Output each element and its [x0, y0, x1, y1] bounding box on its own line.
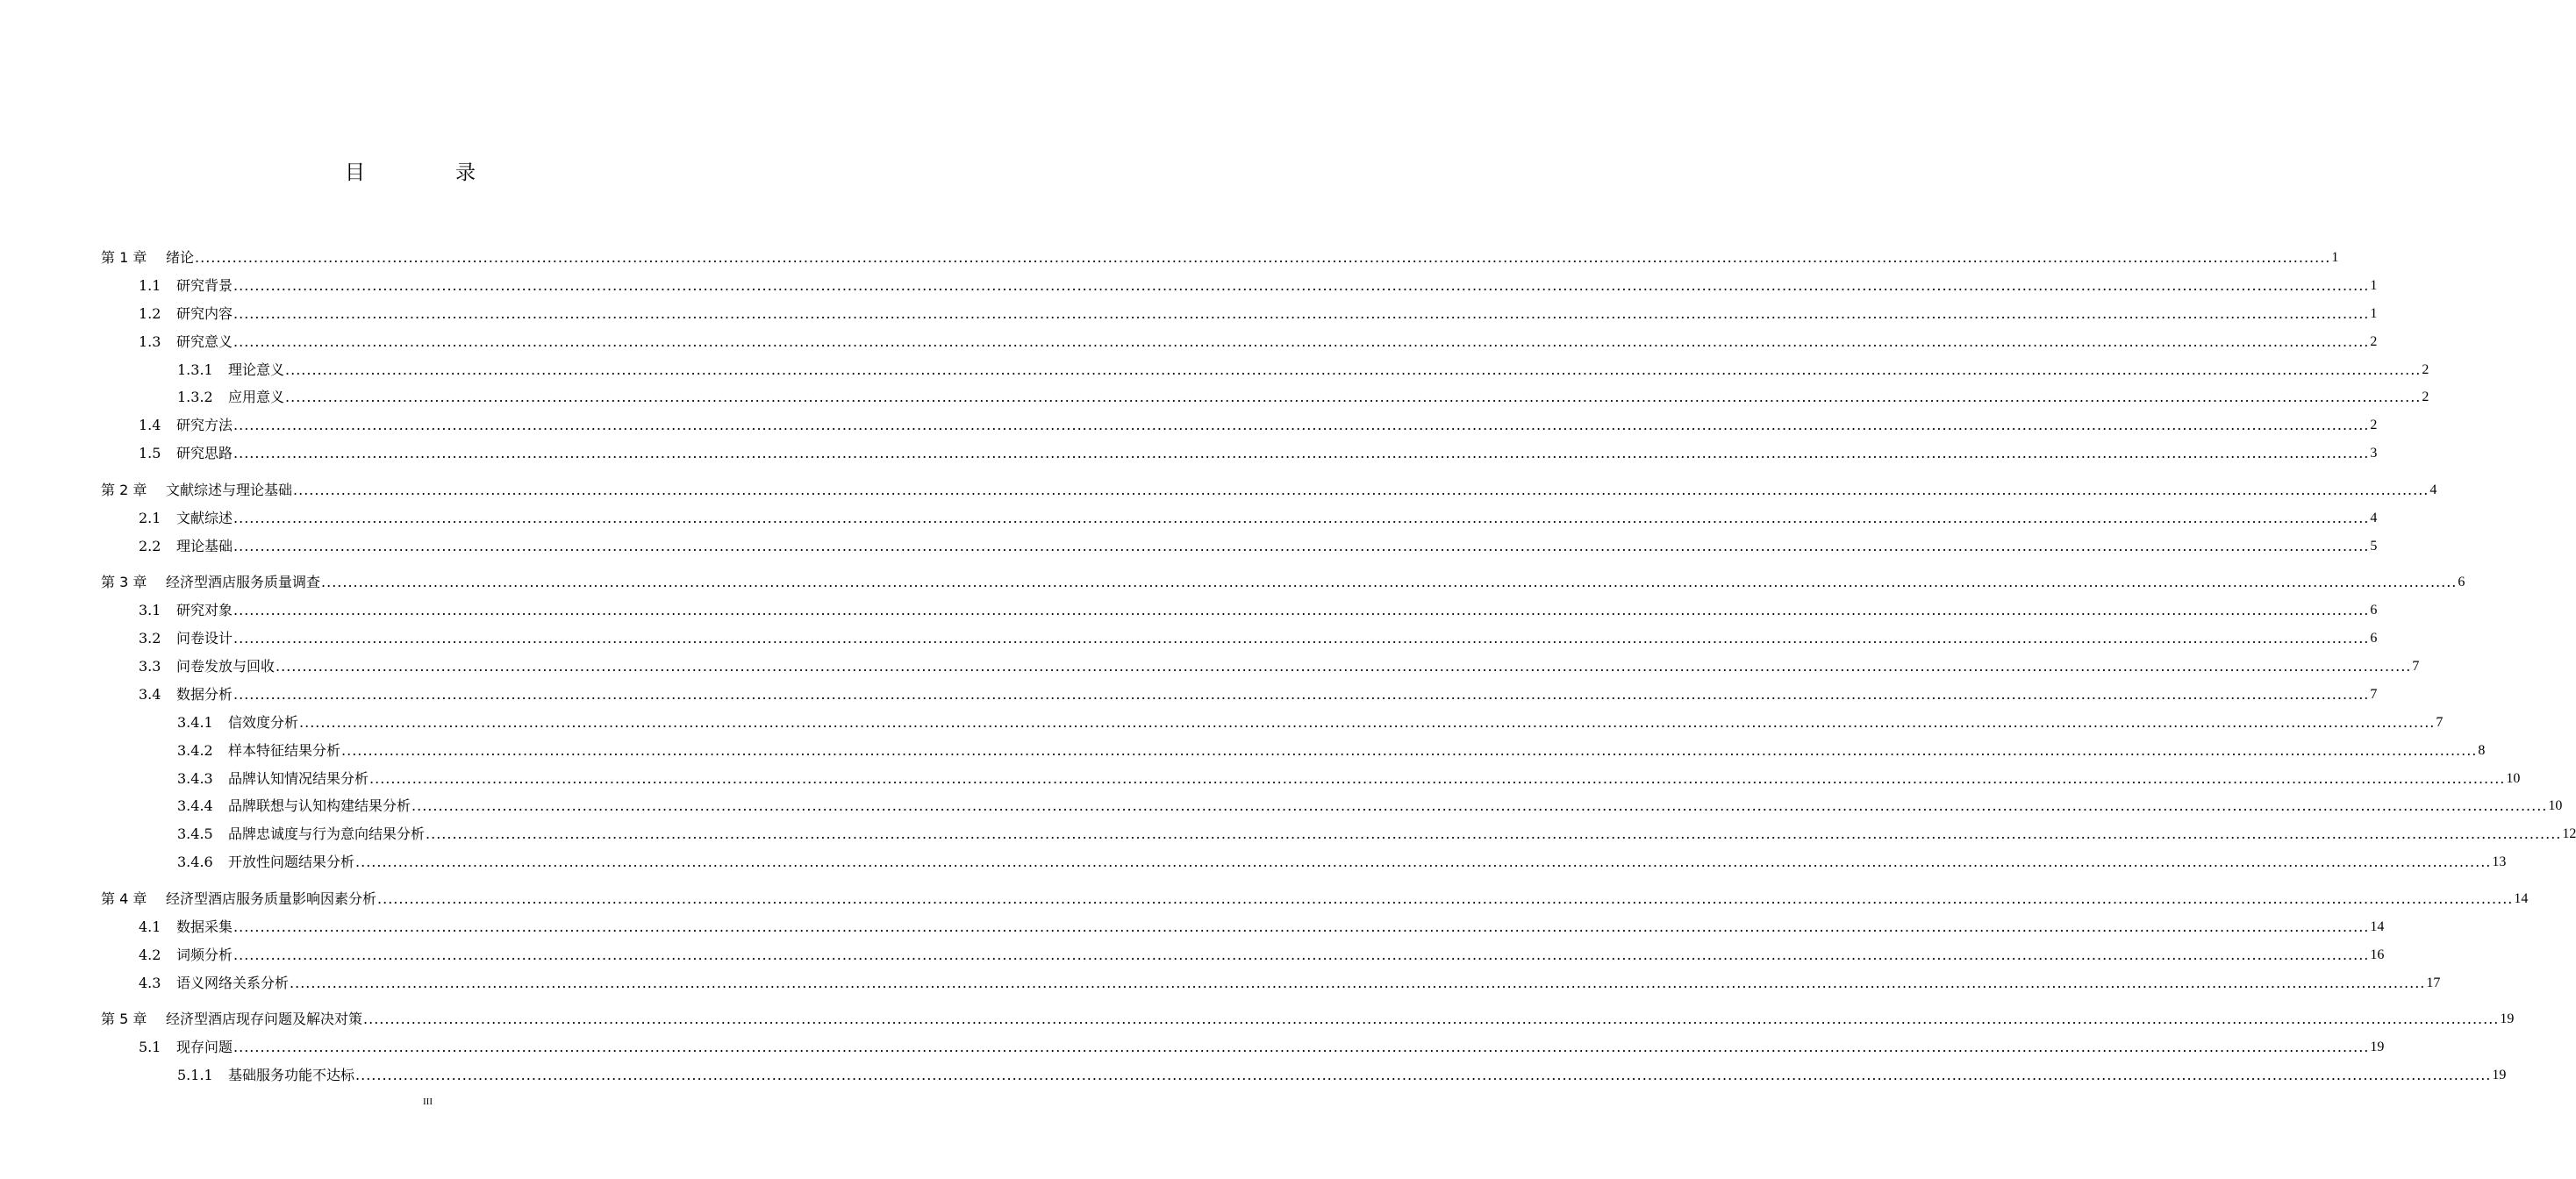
toc-entry-number: 3.4.5	[177, 825, 213, 842]
toc-dot-leader: ................................................................................................................................................................................................................................................................................................................................................................................................................	[233, 538, 2370, 554]
toc-entry-page: 8	[2478, 743, 2486, 758]
toc-entry-number: 5.1.1	[177, 1067, 213, 1083]
toc-entry-page: 10	[2506, 771, 2521, 786]
toc-entry-title: 品牌忠诚度与行为意向结果分析	[228, 825, 426, 842]
toc-entry-page: 1	[2370, 278, 2378, 293]
toc-entry-number: 第 5 章	[101, 1011, 147, 1027]
toc-entry-title: 开放性问题结果分析	[228, 854, 355, 870]
toc-entry-title: 问卷设计	[176, 630, 233, 647]
toc-entry-title: 样本特征结果分析	[228, 742, 341, 759]
toc-entry-page: 16	[2370, 947, 2385, 962]
toc-entry-number: 第 2 章	[101, 482, 147, 498]
toc-entry-title: 词频分析	[176, 947, 233, 963]
toc-entry-page: 19	[2500, 1011, 2515, 1026]
toc-entry-page: 19	[2370, 1040, 2385, 1054]
toc-chapter-entry[interactable]	[101, 1007, 2515, 1028]
toc-entry-number: 1.3.2	[177, 389, 213, 405]
toc-entry-number: 3.1	[139, 602, 161, 618]
toc-dot-leader: ................................................................................................................................................................................................................................................................................................................................................................................................................	[233, 1039, 2370, 1055]
toc-entry-title: 研究对象	[176, 602, 233, 618]
toc-section-entry[interactable]	[139, 1035, 2385, 1056]
toc-dot-leader: ................................................................................................................................................................................................................................................................................................................................................................................................................	[233, 417, 2370, 433]
toc-entry-page: 6	[2458, 575, 2465, 590]
toc-entry-page: 1	[2370, 306, 2378, 321]
toc-entry-title: 品牌联想与认知构建结果分析	[228, 797, 411, 814]
toc-section-entry[interactable]	[139, 626, 2378, 647]
toc-entry-title: 研究意义	[176, 333, 233, 350]
toc-dot-leader: ................................................................................................................................................................................................................................................................................................................................................................................................................	[355, 1067, 2492, 1083]
toc-entry-title: 现存问题	[176, 1039, 233, 1055]
toc-entry-page: 14	[2370, 919, 2385, 934]
toc-dot-leader: ................................................................................................................................................................................................................................................................................................................................................................................................................	[363, 1011, 2500, 1027]
toc-entry-page: 5	[2370, 539, 2378, 554]
toc-entry-title: 应用意义	[228, 389, 285, 405]
toc-dot-leader: ................................................................................................................................................................................................................................................................................................................................................................................................................	[285, 389, 2422, 405]
toc-entry-number: 第 3 章	[101, 574, 147, 590]
toc-dot-leader: ................................................................................................................................................................................................................................................................................................................................................................................................................	[233, 333, 2370, 350]
toc-dot-leader: ................................................................................................................................................................................................................................................................................................................................................................................................................	[233, 602, 2370, 618]
toc-entry-title: 信效度分析	[228, 714, 299, 731]
toc-entry-page: 2	[2370, 334, 2378, 349]
toc-chapter-entry[interactable]	[101, 570, 2465, 591]
toc-dot-leader: ................................................................................................................................................................................................................................................................................................................................................................................................................	[195, 249, 2331, 266]
toc-chapter-entry[interactable]	[101, 478, 2437, 499]
toc-dot-leader: ................................................................................................................................................................................................................................................................................................................................................................................................................	[341, 742, 2478, 759]
toc-dot-leader: ................................................................................................................................................................................................................................................................................................................................................................................................................	[233, 277, 2370, 294]
toc-dot-leader: ................................................................................................................................................................................................................................................................................................................................................................................................................	[233, 510, 2370, 526]
toc-dot-leader: ................................................................................................................................................................................................................................................................................................................................................................................................................	[233, 630, 2370, 647]
toc-section-entry[interactable]	[177, 739, 2486, 760]
toc-entry-number: 1.5	[139, 445, 161, 461]
toc-entry-number: 1.1	[139, 277, 161, 294]
toc-entry-title: 经济型酒店服务质量调查	[166, 574, 321, 590]
toc-entry-title: 经济型酒店服务质量影响因素分析	[166, 890, 377, 907]
toc-section-entry[interactable]	[139, 915, 2385, 936]
toc-section-entry[interactable]	[139, 274, 2378, 295]
toc-section-entry[interactable]	[177, 850, 2507, 871]
toc-section-entry[interactable]	[177, 385, 2429, 406]
toc-entry-number: 3.2	[139, 630, 161, 647]
toc-entry-number: 1.3	[139, 333, 161, 350]
toc-entry-page: 1	[2331, 250, 2339, 265]
toc-entry-title: 研究方法	[176, 417, 233, 433]
toc-entry-page: 4	[2429, 482, 2437, 497]
toc-entry-page: 3	[2370, 446, 2378, 461]
toc-entry-page: 4	[2370, 511, 2378, 525]
toc-section-entry[interactable]	[139, 330, 2378, 351]
toc-entry-number: 1.4	[139, 417, 161, 433]
toc-entry-number: 5.1	[139, 1039, 161, 1055]
toc-entry-number: 3.4.4	[177, 797, 213, 814]
toc-entry-number: 3.4.2	[177, 742, 213, 759]
toc-entry-page: 6	[2370, 631, 2378, 646]
toc-chapter-entry[interactable]	[101, 887, 2529, 908]
toc-dot-leader: ................................................................................................................................................................................................................................................................................................................................................................................................................	[321, 574, 2458, 590]
toc-entry-number: 3.3	[139, 658, 161, 675]
toc-entry-page: 10	[2548, 798, 2563, 813]
toc-section-entry[interactable]	[139, 413, 2378, 434]
toc-entry-number: 4.2	[139, 947, 161, 963]
toc-entry-page: 7	[2370, 687, 2378, 702]
toc-dot-leader: ................................................................................................................................................................................................................................................................................................................................................................................................................	[411, 797, 2548, 814]
toc-entry-number: 3.4	[139, 686, 161, 703]
toc-dot-leader: ................................................................................................................................................................................................................................................................................................................................................................................................................	[426, 825, 2562, 842]
toc-entry-page: 13	[2492, 854, 2507, 869]
toc-entry-page: 2	[2422, 362, 2429, 377]
toc-dot-leader: ................................................................................................................................................................................................................................................................................................................................................................................................................	[299, 714, 2436, 731]
toc-entry-number: 3.4.1	[177, 714, 213, 731]
toc-chapter-entry[interactable]	[101, 246, 2339, 267]
toc-entry-page: 14	[2514, 891, 2529, 906]
toc-entry-number: 2.1	[139, 510, 161, 526]
toc-section-entry[interactable]	[139, 441, 2378, 462]
toc-entry-page: 7	[2436, 715, 2444, 730]
page-title: 目 录	[345, 161, 511, 184]
toc-section-entry[interactable]	[139, 971, 2441, 992]
toc-entry-title: 数据采集	[176, 918, 233, 935]
toc-dot-leader: ................................................................................................................................................................................................................................................................................................................................................................................................................	[275, 658, 2412, 675]
toc-section-entry[interactable]	[177, 822, 2576, 843]
toc-dot-leader: ................................................................................................................................................................................................................................................................................................................................................................................................................	[377, 890, 2514, 907]
page-number: III	[423, 1097, 433, 1107]
toc-entry-title: 文献综述	[176, 510, 233, 526]
toc-entry-number: 第 4 章	[101, 890, 147, 907]
toc-entry-page: 2	[2422, 389, 2429, 404]
toc-entry-title: 研究思路	[176, 445, 233, 461]
toc-entry-title: 基础服务功能不达标	[228, 1067, 355, 1083]
toc-dot-leader: ................................................................................................................................................................................................................................................................................................................................................................................................................	[233, 918, 2370, 935]
toc-dot-leader: ................................................................................................................................................................................................................................................................................................................................................................................................................	[290, 975, 2426, 991]
toc-entry-title: 研究背景	[176, 277, 233, 294]
toc-dot-leader: ................................................................................................................................................................................................................................................................................................................................................................................................................	[355, 854, 2492, 870]
toc-entry-number: 2.2	[139, 538, 161, 554]
toc-entry-title: 问卷发放与回收	[176, 658, 275, 675]
toc-entry-title: 研究内容	[176, 305, 233, 322]
toc-section-entry[interactable]	[177, 794, 2563, 815]
toc-dot-leader: ................................................................................................................................................................................................................................................................................................................................................................................................................	[369, 770, 2506, 787]
toc-entry-page: 17	[2426, 975, 2441, 990]
toc-section-entry[interactable]	[139, 534, 2378, 555]
toc-dot-leader: ................................................................................................................................................................................................................................................................................................................................................................................................................	[293, 482, 2429, 498]
toc-entry-number: 4.1	[139, 918, 161, 935]
toc-section-entry[interactable]	[177, 1063, 2507, 1084]
toc-section-entry[interactable]	[177, 358, 2429, 379]
toc-dot-leader: ................................................................................................................................................................................................................................................................................................................................................................................................................	[233, 686, 2370, 703]
toc-entry-title: 文献综述与理论基础	[166, 482, 293, 498]
toc-entry-number: 3.4.3	[177, 770, 213, 787]
toc-section-entry[interactable]	[139, 943, 2385, 964]
toc-entry-title: 数据分析	[176, 686, 233, 703]
toc-entry-number: 3.4.6	[177, 854, 213, 870]
toc-entry-page: 19	[2492, 1068, 2507, 1083]
toc-dot-leader: ................................................................................................................................................................................................................................................................................................................................................................................................................	[233, 445, 2370, 461]
toc-entry-page: 12	[2562, 826, 2576, 841]
toc-dot-leader: ................................................................................................................................................................................................................................................................................................................................................................................................................	[233, 305, 2370, 322]
toc-entry-title: 理论意义	[228, 361, 285, 378]
toc-entry-title: 语义网络关系分析	[176, 975, 290, 991]
toc-section-entry[interactable]	[139, 682, 2378, 704]
toc-dot-leader: ................................................................................................................................................................................................................................................................................................................................................................................................................	[233, 947, 2370, 963]
toc-entry-title: 绪论	[166, 249, 195, 266]
toc-entry-number: 1.3.1	[177, 361, 213, 378]
toc-section-entry[interactable]	[139, 506, 2378, 527]
toc-entry-page: 7	[2412, 659, 2420, 674]
toc-entry-title: 理论基础	[176, 538, 233, 554]
toc-entry-title: 经济型酒店现存问题及解决对策	[166, 1011, 363, 1027]
toc-dot-leader: ................................................................................................................................................................................................................................................................................................................................................................................................................	[285, 361, 2422, 378]
toc-section-entry[interactable]	[177, 767, 2521, 788]
toc-section-entry[interactable]	[139, 598, 2378, 619]
toc-entry-number: 1.2	[139, 305, 161, 322]
toc-entry-page: 2	[2370, 418, 2378, 432]
toc-section-entry[interactable]	[177, 711, 2444, 732]
toc-entry-number: 4.3	[139, 975, 161, 991]
toc-entry-title: 品牌认知情况结果分析	[228, 770, 369, 787]
toc-section-entry[interactable]	[139, 654, 2420, 675]
toc-entry-page: 6	[2370, 603, 2378, 618]
toc-section-entry[interactable]	[139, 302, 2378, 323]
toc-entry-number: 第 1 章	[101, 249, 147, 266]
